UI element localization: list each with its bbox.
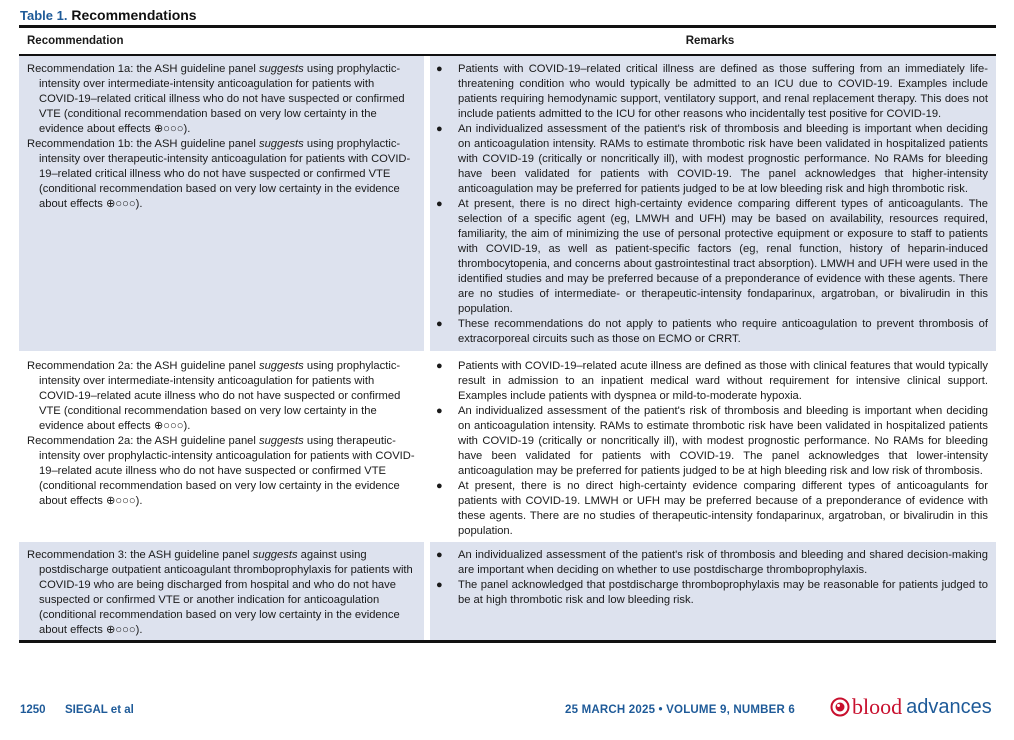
recommendation-text: Recommendation 3: the ASH guideline panel suggests against using postdischarge outpatient anticoagulant thromboprophylaxis for patients with COVID-19 who are being discharged from hospital and who do not have suspected or confirmed VTE or another indication for anticoagulation (conditional recommendation based on very low certainty in the evidence about effects ⊕○○○). (27, 549, 413, 636)
table-row (19, 540, 996, 640)
blood-drop-icon (830, 697, 850, 717)
bullet-icon: ● (436, 123, 443, 135)
journal-logo (830, 694, 992, 720)
remark-item: ● These recommendations do not apply to patients who require anticoagulation to prevent thrombosis of extracorporeal circuits such as those on ECMO or CRRT. (436, 318, 988, 345)
page-number: 1250 (20, 704, 46, 716)
remarks-cell (430, 542, 996, 640)
recommendation-text: Recommendation 2a: the ASH guideline panel suggests using therapeutic-intensity over prophylactic-intensity anticoagulation for patients with COVID-19–related acute illness who do not have suspected or confirmed VTE (conditional recommendation based on very low certainty in the evidence about effects ⊕○○○). (27, 435, 415, 507)
recommendation-cell (19, 353, 424, 540)
recommendation-cell (19, 542, 424, 640)
table-row (19, 56, 996, 351)
remark-item: ● At present, there is no direct high-certainty evidence comparing different types of anticoagulants. The selection of a specific agent (eg, LMWH and UFH) may be based on availability, resources required, familiarity, the aim of minimizing the use of personal protective equipment or exposure to staff to patients with COVID-19, as well as patient-specific factors (eg, renal function, history of heparin-induced thrombocytopenia, and concerns about gastrointestinal tract absorption). LMWH and UFH were used in the identified studies and may be preferred because of a preponderance of evidence with these agents. There are no studies of intermediate- or therapeutic-intensity fondaparinux, argatroban, or bivalirudin in this population. (436, 198, 988, 315)
recommendation-text: Recommendation 2a: the ASH guideline panel suggests using prophylactic-intensity over intermediate-intensity anticoagulation for patients with COVID-19–related acute illness who do not have suspected or confirmed VTE (conditional recommendation based on very low certainty in the evidence about effects ⊕○○○). (27, 360, 401, 432)
bullet-icon: ● (436, 198, 443, 210)
bullet-icon: ● (436, 579, 443, 591)
remark-item: ● An individualized assessment of the patient's risk of thrombosis and bleeding is important when deciding on anticoagulation intensity. RAMs to estimate thrombotic risk have been validated in hospitalized patients with COVID-19 (critically or noncritically ill), with modest prognostic performance. No RAMs for bleeding have been validated for patients with COVID-19. The panel acknowledges that higher-intensity anticoagulation may be preferred for patients judged to be at low bleeding risk and high thrombotic risk. (436, 123, 988, 195)
remark-item: ● The panel acknowledged that postdischarge thromboprophylaxis may be reasonable for patients judged to be at high thrombotic risk and low bleeding risk. (436, 579, 988, 606)
bullet-icon: ● (436, 318, 443, 330)
table-row (19, 351, 996, 540)
remark-item: ● An individualized assessment of the patient's risk of thrombosis and bleeding is important when deciding on anticoagulation intensity. RAMs to estimate thrombotic risk have been validated in hospitalized patients with COVID-19 (critically or noncritically ill), with modest prognostic performance. No RAMs for bleeding have been validated for patients with COVID-19. The panel acknowledges that lower-intensity anticoagulation may be preferred for patients judged to be at high bleeding risk and low risk of thrombosis. (436, 405, 988, 477)
bullet-icon: ● (436, 360, 443, 372)
table-number: Table 1. (20, 8, 68, 23)
header-remarks: Remarks (685, 35, 735, 47)
bullet-icon: ● (436, 549, 443, 561)
table-title: Recommendations (71, 7, 197, 23)
recommendation-text: Recommendation 1b: the ASH guideline panel suggests using prophylactic-intensity over therapeutic-intensity anticoagulation for patients with COVID-19–related critical illness who do not have suspected or confirmed VTE (conditional recommendation based on very low certainty in the evidence about effects ⊕○○○). (27, 138, 411, 210)
remark-item: ● At present, there is no direct high-certainty evidence comparing different types of anticoagulants for patients with COVID-19. LMWH or UFH may be preferred because of a preponderance of evidence with these agents. There are no studies of therapeutic-intensity fondaparinux, argatroban, or bivalirudin in this population. (436, 480, 988, 537)
recommendation-text: Recommendation 1a: the ASH guideline panel suggests using prophylactic-intensity over intermediate-intensity anticoagulation for patients with COVID-19–related critical illness who do not have suspected or confirmed VTE (conditional recommendation based on very low certainty in the evidence about effects ⊕○○○). (27, 63, 405, 135)
recommendation-cell (19, 56, 424, 351)
running-author: SIEGAL et al (65, 704, 134, 716)
page-footer (0, 694, 1014, 724)
remarks-cell (430, 56, 996, 351)
table-caption (20, 6, 197, 25)
table-header (19, 28, 996, 56)
remark-item: ● An individualized assessment of the patient's risk of thrombosis and bleeding and shared decision-making are important when deciding on whether to use postdischarge thromboprophylaxis. (436, 549, 988, 576)
bullet-icon: ● (436, 480, 443, 492)
bullet-icon: ● (436, 405, 443, 417)
header-recommendation: Recommendation (27, 35, 124, 47)
remarks-cell (430, 353, 996, 540)
logo-word-advances: advances (906, 695, 992, 718)
recommendations-table (19, 25, 996, 643)
remark-item: ● Patients with COVID-19–related acute illness are defined as those with clinical features that would typically result in admission to an inpatient medical ward without requirement for intensive clinical support. Examples include patients with dyspnea or mild-to-moderate hypoxia. (436, 360, 988, 402)
logo-word-blood: blood (852, 694, 903, 719)
issue-info: 25 MARCH 2025 • VOLUME 9, NUMBER 6 (565, 704, 796, 716)
bullet-icon: ● (436, 63, 443, 75)
remark-item: ● Patients with COVID-19–related critical illness are defined as those suffering from an immediately life-threatening condition who would typically be admitted to an ICU due to COVID-19. Examples include patients requiring hemodynamic support, ventilatory support, and renal replacement therapy. This does not include patients admitted to the ICU for other reasons who incidentally test positive for COVID-19. (436, 63, 988, 120)
